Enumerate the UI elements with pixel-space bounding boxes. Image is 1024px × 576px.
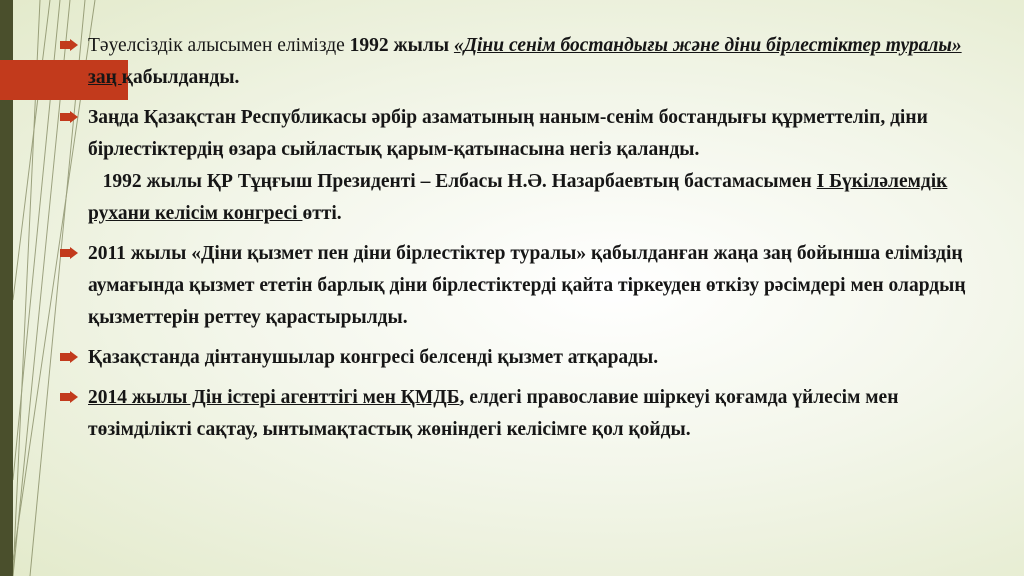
item-year: 1992 жылы: [344, 35, 454, 56]
item-text: өтті.: [302, 203, 342, 224]
item-text: қабылданды.: [121, 67, 240, 88]
list-item: [60, 342, 990, 374]
list-item: [60, 238, 990, 334]
list-item: [60, 30, 990, 94]
arrow-bullet-icon: [60, 111, 78, 123]
arrow-bullet-icon: [60, 39, 78, 51]
item-text: Қазақстанда дінтанушылар конгресі белсенді қызмет атқарады.: [88, 347, 659, 368]
law-title-link: «Діни сенім бостандығы және діни бірлестіктер туралы»: [453, 35, 962, 56]
congress-title-link: І Бүкіләлемдік рухани келісім конгресі: [88, 171, 948, 224]
item-text: 2011 жылы «Діни қызмет пен діни бірлестіктер туралы» қабылданған жаңа заң бойынша еліміздің аумағында қызмет ететін барлық діни бірлестіктерді қайта тіркеуден өткізу рәсімдері мен олардың қызметтерін реттеу қарастырылды.: [88, 243, 966, 328]
slide-content: [60, 30, 990, 454]
arrow-bullet-icon: [60, 391, 78, 403]
item-text-underlined: заң: [88, 67, 122, 88]
agency-title-link: 2014 жылы Дін істері агенттігі мен ҚМДБ: [88, 387, 460, 408]
item-text: 1992 жылы ҚР Тұңғыш Президенті – Елбасы Н.Ә. Назарбаевтың бастамасымен: [102, 171, 817, 192]
arrow-bullet-icon: [60, 351, 78, 363]
item-text: Заңда Қазақстан Республикасы әрбір азаматының наным-сенім бостандығы құрметтеліп, діни бірлестіктердің өзара сыйластық қарым-қатынасына негіз қаланды.: [88, 107, 928, 160]
arrow-bullet-icon: [60, 247, 78, 259]
list-item: [60, 382, 990, 446]
item-text: Тәуелсіздік алысымен елімізде: [88, 35, 345, 56]
item-text: , елдегі православие шіркеуі қоғамда үйлесім мен төзімділікті сақтау, ынтымақтастық жөніндегі келісімге қол қойды.: [88, 387, 899, 440]
list-item: [60, 102, 990, 230]
